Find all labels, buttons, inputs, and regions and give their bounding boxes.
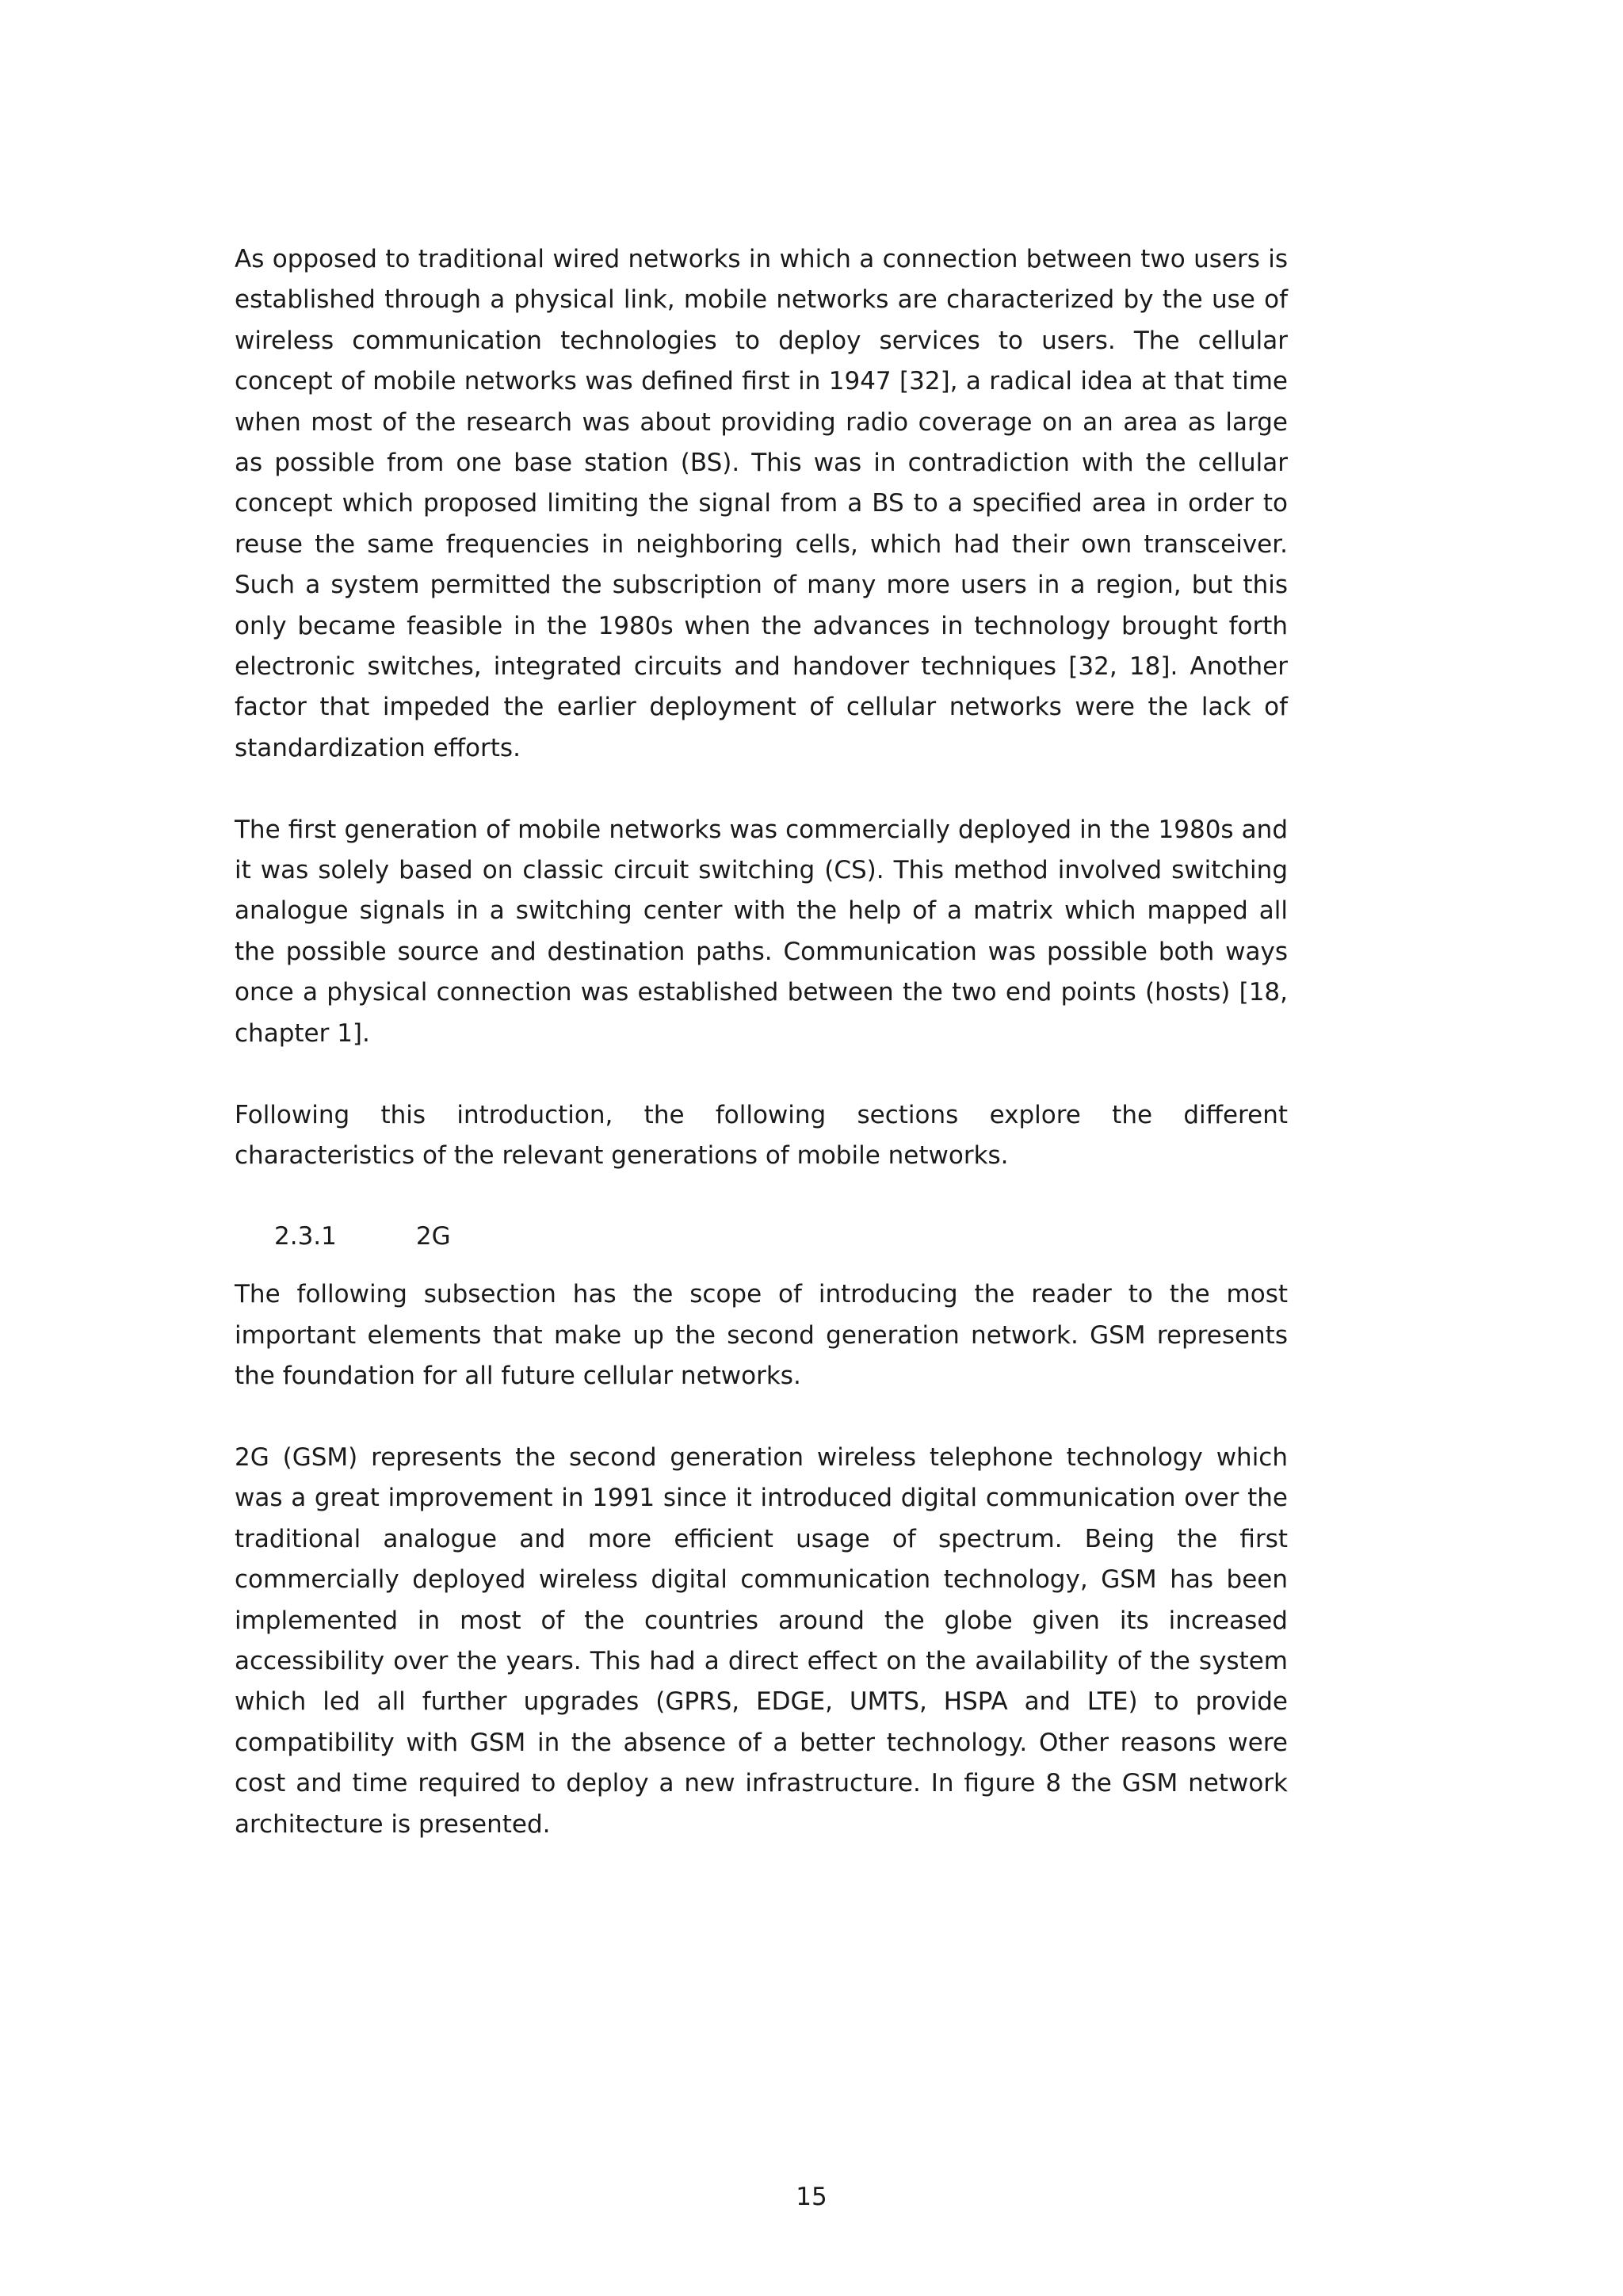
document-body: [235, 239, 1288, 1845]
paragraph-cellular-concept: As opposed to traditional wired networks in which a connection between two users is established through a physical link, mobile networks are characterized by the use of wireless communication technologies to deploy services to users. The cellular concept of mobile networks was defined first in 1947 [32], a radical idea at that time when most of the research was about providing radio coverage on an area as large as possible from one base station (BS). This was in contradiction with the cellular concept which proposed limiting the signal from a BS to a specified area in order to reuse the same frequencies in neighboring cells, which had their own transceiver. Such a system permitted the subscription of many more users in a region, but this only became feasible in the 1980s when the advances in technology brought forth electronic switches, integrated circuits and handover techniques [32, 18]. Another factor that impeded the earlier deployment of cellular networks were the lack of standardization efforts.: [235, 245, 1288, 762]
page-number: 15: [796, 2183, 827, 2211]
paragraph-gsm-description: 2G (GSM) represents the second generation wireless telephone technology which was a great improvement in 1991 since it introduced digital communication over the traditional analogue and more efficient usage of spectrum. Being the first commercially deployed wireless digital communication technology, GSM has been implemented in most of the countries around the globe given its increased accessibility over the years. This had a direct effect on the availability of the system which led all further upgrades (GPRS, EDGE, UMTS, HSPA and LTE) to provide compatibility with GSM in the absence of a better technology. Other reasons were cost and time required to deploy a new infrastructure. In figure 8 the GSM network architecture is presented.: [235, 1442, 1288, 1839]
section-heading: [235, 1217, 1288, 1257]
paragraph-first-generation: The first generation of mobile networks was commercially deployed in the 1980s and it was solely based on classic circuit switching (CS). This method involved switching analogue signals in a switching center with the help of a matrix which mapped all the possible source and destination paths. Communication was possible both ways once a physical connection was established between the two end points (hosts) [18, chapter 1].: [235, 815, 1288, 1048]
section-title: 2G: [415, 1222, 451, 1251]
paragraph-introduction-summary: Following this introduction, the following sections explore the different characteristics of the relevant generations of mobile networks.: [235, 1100, 1288, 1170]
section-number: 2.3.1: [274, 1222, 337, 1251]
paragraph-subsection-scope: The following subsection has the scope of introducing the reader to the most important elements that make up the second generation network. GSM represents the foundation for all future cellular networks.: [235, 1280, 1288, 1391]
